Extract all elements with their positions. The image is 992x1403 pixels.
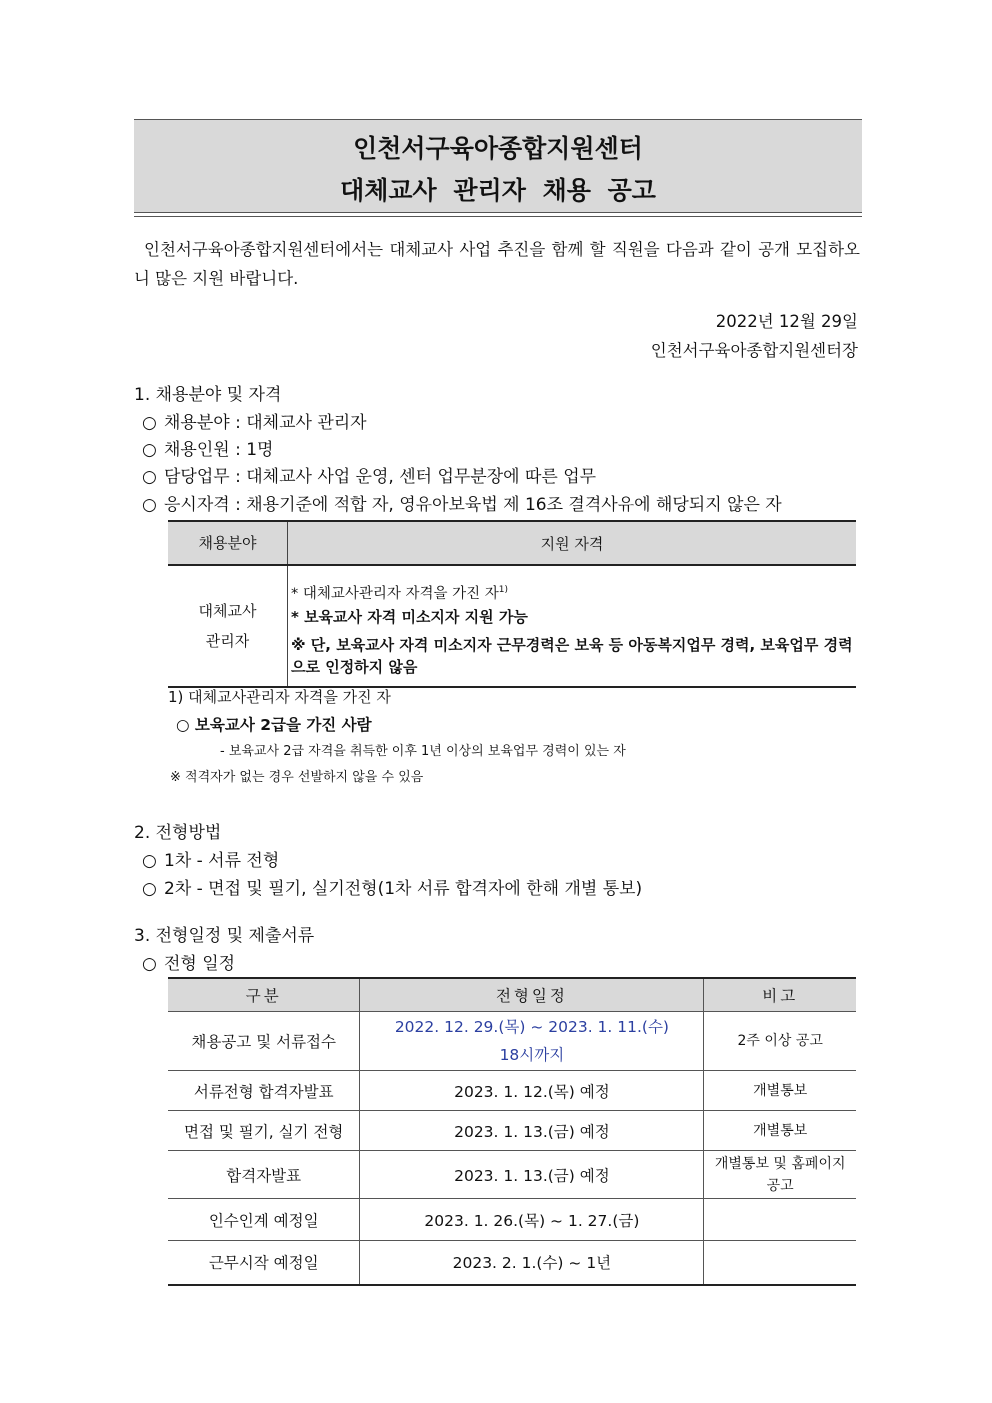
requirement-cell [288,565,857,687]
requirement-line [291,578,856,606]
item-text: 1차 - 서류 전형 [164,851,280,871]
category-cell: 근무시작 예정일 [168,1241,360,1285]
notice-date: 2022년 12월 29일 [715,312,858,331]
bullet-circle-icon: ○ [142,954,157,974]
section2-item [142,874,642,899]
item-text: 2차 - 면접 및 필기, 실기전형(1차 서류 합격자에 한해 개별 통보) [164,879,643,899]
table-header: 비고 [704,978,856,1012]
field-cell [168,565,288,687]
bullet-circle-icon: ○ [142,879,157,899]
section2-item [142,846,279,871]
schedule-table [168,977,856,1286]
table-header: 채용분야 [168,521,288,565]
note-cell: 개별통보 [704,1111,856,1151]
table-header: 지원 자격 [288,521,857,565]
schedule-cell [360,1012,704,1071]
table-row [168,1071,856,1111]
title-box [134,119,862,213]
schedule-cell: 2023. 1. 26.(목) ~ 1. 27.(금) [360,1199,704,1241]
table-row [168,1151,856,1199]
schedule-cell: 2023. 1. 13.(금) 예정 [360,1111,704,1151]
section1-item [142,490,782,515]
category-cell: 면접 및 필기, 실기 전형 [168,1111,360,1151]
table-header: 구분 [168,978,360,1012]
category-cell: 서류전형 합격자발표 [168,1071,360,1111]
table-row [168,1241,856,1285]
category-cell: 인수인계 예정일 [168,1199,360,1241]
note-cell [704,1199,856,1241]
bullet-circle-icon: ○ [142,851,157,871]
note-cell: 개별통보 및 홈페이지 공고 [704,1151,856,1199]
title-organization: 인천서구육아종합지원센터 [353,134,643,163]
field-line: 관리자 [205,631,250,650]
item-text: 채용인원 : 1명 [164,440,274,460]
table-row [168,1012,856,1071]
bullet-circle-icon: ○ [142,440,157,460]
item-text: 전형 일정 [164,954,236,974]
qualification-table [168,520,856,688]
requirement-note: ※ 단, 보육교사 자격 미소지자 근무경력은 보육 등 아동복지업무 경력, 보육업무 경력으로 인정하지 않음 [291,635,853,676]
footnote-bullet: ○ 보육교사 2급을 가진 사람 [176,716,372,734]
footnote-marker: 1) [498,585,509,595]
requirement-line: * 보육교사 자격 미소지자 지원 가능 [291,607,528,626]
intro-paragraph: 인천서구육아종합지원센터에서는 대체교사 사업 추진을 함께 할 직원을 다음과 같이 공개 모집하오니 많은 지원 바랍니다. [134,240,860,288]
item-text: 채용분야 : 대체교사 관리자 [164,413,367,433]
bullet-circle-icon: ○ [142,467,157,487]
schedule-line: 2022. 12. 29.(목) ~ 2023. 1. 11.(수) [394,1018,669,1036]
footnote-note: ※ 적격자가 없는 경우 선발하지 않을 수 있음 [170,770,424,785]
category-cell: 합격자발표 [168,1151,360,1199]
item-text: 응시자격 : 채용기준에 적합 자, 영유아보육법 제 16조 결격사유에 해당되지 않은 자 [164,495,782,515]
requirement-text: * 대체교사관리자 자격을 가진 자 [291,585,499,602]
note-cell: 개별통보 [704,1071,856,1111]
table-row [168,1199,856,1241]
field-line: 대체교사 [198,601,257,620]
note-cell: 2주 이상 공고 [704,1012,856,1071]
schedule-cell: 2023. 1. 12.(목) 예정 [360,1071,704,1111]
schedule-line: 18시까지 [499,1046,565,1064]
title-notice: 대체교사 관리자 채용 공고 [340,176,656,205]
section1-title: 1. 채용분야 및 자격 [134,385,282,405]
section1-item [142,435,273,460]
section3-title: 3. 전형일정 및 제출서류 [134,926,315,946]
table-row [168,1111,856,1151]
footnote-title: 1) 대체교사관리자 자격을 가진 자 [168,688,391,706]
table-header: 전형일정 [360,978,704,1012]
schedule-cell: 2023. 1. 13.(금) 예정 [360,1151,704,1199]
schedule-cell: 2023. 2. 1.(수) ~ 1년 [360,1241,704,1285]
section3-item [142,949,235,974]
section1-item [142,462,596,487]
bullet-circle-icon: ○ [142,413,157,433]
section1-item [142,408,367,433]
item-text: 담당업무 : 대체교사 사업 운영, 센터 업무분장에 따른 업무 [164,467,597,487]
bullet-circle-icon: ○ [142,495,157,515]
note-cell [704,1241,856,1285]
section2-title: 2. 전형방법 [134,823,222,843]
footnote-detail: - 보육교사 2급 자격을 취득한 이후 1년 이상의 보육업무 경력이 있는 자 [220,744,626,759]
notice-signer: 인천서구육아종합지원센터장 [650,341,858,360]
category-cell: 채용공고 및 서류접수 [168,1012,360,1071]
